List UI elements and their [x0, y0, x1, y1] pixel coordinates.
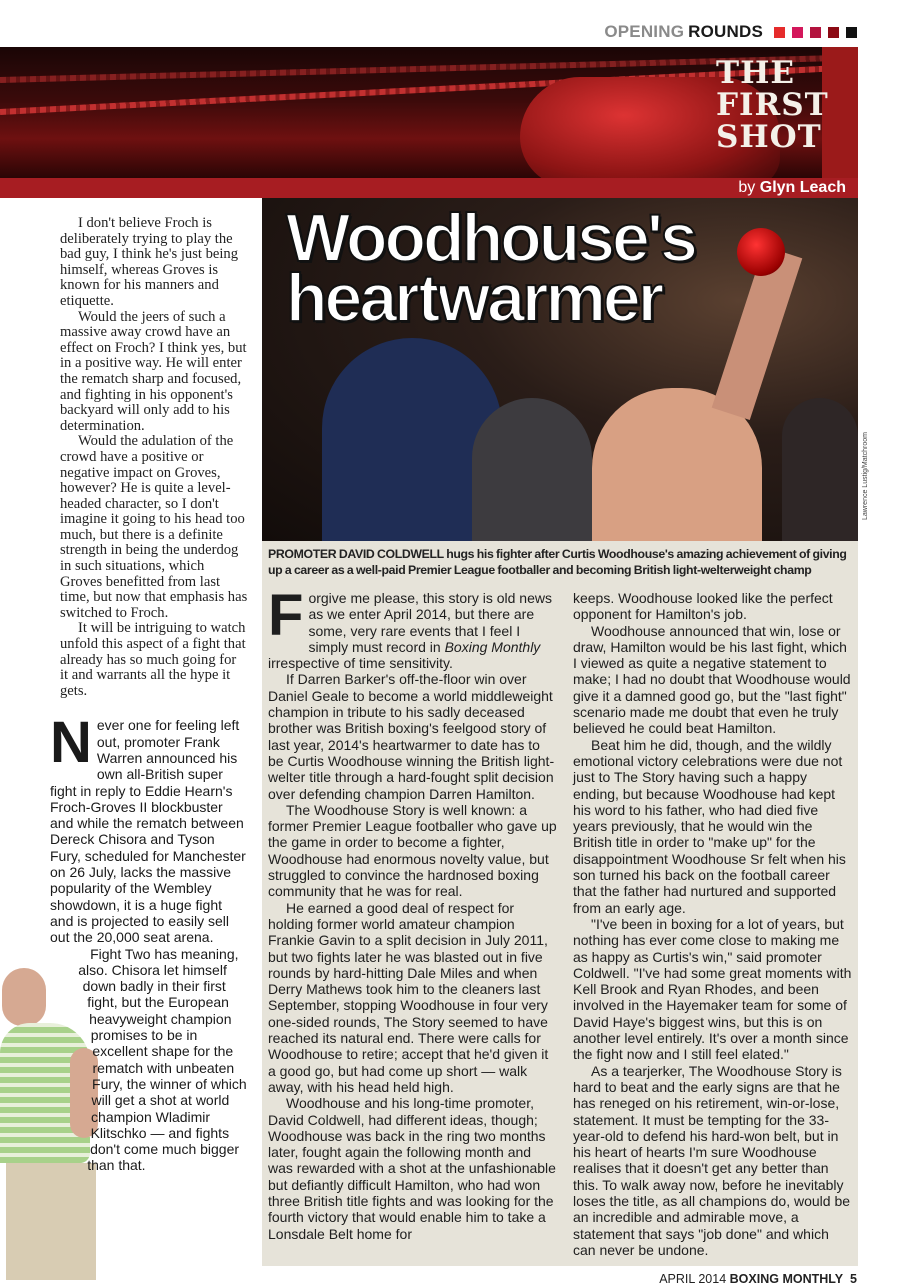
- article-columns: [268, 583, 854, 1258]
- paragraph-text: ever one for feeling left out, promoter Frank Warren announced his own all-British super fight in reply to Eddie Hearn's Froch-Groves II blockbuster and while the rematch between Dereck Chisora and Tyson Fury, scheduled for Manchester on 26 July, lacks the massive popularity of the Wembley showdown, it is a huge fight and is projected to easily sell out the 20,000 seat arena.: [50, 717, 246, 946]
- paragraph-text: orgive me please, this story is old news as we enter April 2014, but there are some, very rare events that I feel I simply must record in: [308, 590, 552, 655]
- paragraph: Beat him he did, though, and the wildly emotional victory celebrations were due not just to The Story having such a happy ending, but because Woodhouse had kept his word to his father, who had died five years previously, that he would win the British title in order to "make up" for the disappointment Woodhouse Sr felt when his son turned his back on the football career that the father had nurtured and supported from an early age.: [572, 736, 846, 916]
- column-title: [716, 57, 829, 153]
- photo-caption: PROMOTER DAVID COLDWELL hugs his fighter after Curtis Woodhouse's amazing achievement of giving up a career as a well-paid Premier League footballer and becoming British light-welterweight champ: [268, 547, 847, 577]
- issue-date: APRIL 2014: [659, 1272, 727, 1286]
- section-label-rounds: ROUNDS: [688, 22, 763, 41]
- paragraph: Would the jeers of such a massive away crowd have an effect on Froch? I think yes, but in a positive way. He will enter the rematch sharp and focused, and fighting in his opponent's backyard will only add to his determination.: [60, 308, 247, 434]
- photo-glove: [737, 228, 785, 276]
- article-column-1: [268, 583, 557, 1258]
- dropcap: N: [50, 710, 92, 776]
- left-column: [56, 216, 248, 699]
- paragraph: [268, 583, 557, 672]
- main-article: [262, 541, 858, 1266]
- color-square: [846, 27, 857, 38]
- paragraph: The Woodhouse Story is well known: a former Premier League footballer who gave up the game in order to become a fighter, Woodhouse had enormous novelty value, but struggled to convince the hardnosed boxing community that he was for real.: [268, 801, 557, 900]
- byline-author: Glyn Leach: [759, 179, 846, 196]
- paragraph-text: irrespective of time sensitivity.: [268, 655, 453, 672]
- color-square: [810, 27, 821, 38]
- page-footer: [659, 1272, 857, 1286]
- side-column: [50, 710, 248, 1174]
- paragraph: I don't believe Froch is deliberately trying to play the bad guy, I think he's just being himself, whereas Groves is known for his manners and etiquette.: [60, 215, 239, 309]
- paragraph: Would the adulation of the crowd have a positive or negative impact on Groves, however? He is quite a level-headed character, so I don't imagine it going to his head too much, but there is a definite strength in being the underdog in such situations, which Groves benefitted from last time, but now that emphasis has switched to Froch.: [60, 433, 248, 621]
- section-header: [604, 22, 857, 42]
- paragraph: "I've been in boxing for a lot of years, but nothing has ever come close to making me as happy as Curtis's win," said promoter Coldwell. "I've had some great moments with Kell Brook and Ryan Rhodes, and been involved in the Hayemaker team for some of David Haye's biggest wins, but this is on another level entirely. It's over a month since the fight now and I still feel elated.": [572, 915, 852, 1063]
- color-square: [792, 27, 803, 38]
- magazine-title: BOXING MONTHLY: [729, 1272, 844, 1286]
- column-banner: [0, 47, 858, 178]
- color-square: [774, 27, 785, 38]
- title-line: SHOT: [716, 119, 822, 155]
- photo-figure: [782, 398, 858, 541]
- paragraph: [50, 710, 248, 946]
- title-line: FIRST: [716, 87, 829, 123]
- paragraph: It will be intriguing to watch unfold this aspect of a fight that already has so much going for it and warrants all the hype it gets.: [60, 620, 246, 699]
- paragraph: Woodhouse and his long-time promoter, David Coldwell, had different ideas, though; Woodhouse was back in the ring two months later, fought again the following month and was rewarded with a shot at the unfashionable but defiantly difficult Hamilton, who had won three British title fights and was looking for the fourth victory that would enable him to take a Lonsdale Belt home for: [268, 1095, 556, 1242]
- color-square: [828, 27, 839, 38]
- paragraph: If Darren Barker's off-the-floor win over Daniel Geale to become a world middleweight champion in tribute to his sadly deceased brother was British boxing's feelgood story of last year, 2014's heartwarmer to date has to be Curtis Woodhouse winning the British light-welter title through a hard-fought split decision over defending champion Darren Hamilton.: [268, 671, 555, 802]
- headline: [286, 200, 695, 336]
- headline-line: Woodhouse's: [286, 200, 695, 276]
- section-label-opening: OPENING: [604, 22, 685, 41]
- photo-figure: [472, 398, 592, 541]
- page-number: 5: [850, 1272, 857, 1286]
- article-column-2: [573, 590, 854, 1258]
- paragraph: As a tearjerker, The Woodhouse Story is hard to beat and the early signs are that he has reneged on his retirement, win-or-lose, statement. It must be tempting for the 33-year-old to defend his hard-won belt, but in his heart of hearts I'm sure Woodhouse realises that it doesn't get any better than this. To walk away now, before he inevitably loses the title, as all champions do, would be an incredible and admirable move, a statement that says "job done" and which can never be undone.: [572, 1062, 851, 1258]
- text-wrap-shape: [0, 946, 100, 1276]
- magazine-name: Boxing Monthly: [444, 638, 541, 655]
- byline-by: by: [738, 179, 756, 196]
- paragraph: Woodhouse announced that win, lose or draw, Hamilton would be his last fight, which I viewed as quite a negative statement to make; I had no doubt that Woodhouse would give it a damned good go, but the "last fight" scenario made me doubt that even he truly believed he could beat Hamilton.: [572, 622, 851, 737]
- title-line: THE: [716, 55, 795, 91]
- dropcap: F: [268, 583, 304, 648]
- photo-credit: Lawrence Lustig/Matchroom: [862, 432, 869, 520]
- celebration-photo: [262, 198, 858, 541]
- paragraph: keeps. Woodhouse looked like the perfect opponent for Hamilton's job.: [572, 590, 833, 623]
- left-columns: [50, 215, 248, 1276]
- paragraph: Fight Two has meaning, also. Chisora let himself down badly in their first fight, but the European heavyweight champion promises to be in excellent shape for the rematch with unbeaten Fury, the winner of which will get a shot at world champion Wladimir Klitschko — and fights don't come much bigger than that.: [78, 945, 247, 1174]
- headline-line: heartwarmer: [286, 260, 662, 336]
- byline: [0, 178, 858, 198]
- paragraph: He earned a good deal of respect for holding former world amateur champion Frankie Gavin to a split decision in July 2011, but two fights later he was blasted out in five rounds by hard-hitting Dale Miles and when Derry Mathews took him to the cleaners last September, stopping Woodhouse in four very one-sided rounds, The Story seemed to have reached its natural end. There were calls for Woodhouse to retire; accept that he'd given it a good go, but had come up short — walk away, with his head held high.: [268, 899, 549, 1095]
